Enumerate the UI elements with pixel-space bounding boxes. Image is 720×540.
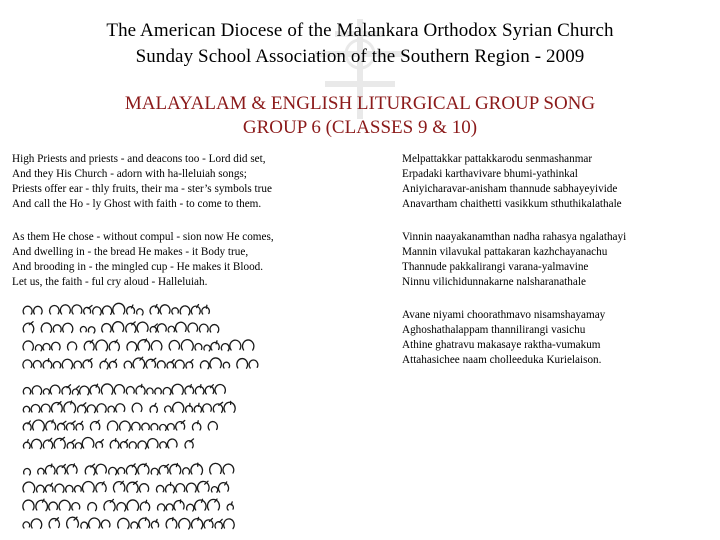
verse-line: Aghoshathalappam thannilirangi vasichu — [402, 324, 586, 336]
group-title: GROUP 6 (CLASSES 9 & 10) — [242, 117, 478, 138]
header-line-2: Sunday School Association of the Southern Region - 2009 — [135, 46, 585, 67]
malayalam-script-line — [23, 322, 219, 333]
malayalam-script-line — [23, 339, 254, 351]
verse-line: Mannin vilavukal pattakaran kazhchayanachu — [402, 246, 608, 258]
transliteration-verse-3 — [402, 308, 605, 368]
verse-line: Attahasichee naam cholleeduka Kurielaison. — [402, 354, 602, 366]
malayalam-script-line — [24, 463, 234, 475]
header-line-1: The American Diocese of the Malankara Orthodox Syrian Church — [106, 20, 614, 41]
malayalam-script-line — [23, 303, 209, 315]
verse-line: Let us, the faith - ful cry aloud - Halleluiah. — [12, 276, 208, 288]
malayalam-script-line — [23, 401, 235, 413]
verse-line: Priests offer ear - thly fruits, their ma - ster’s symbols true — [12, 183, 272, 195]
verse-line: As them He chose - without compul - sion now He comes, — [12, 231, 274, 243]
malayalam-script-line — [23, 357, 258, 369]
malayalam-script-line — [23, 499, 233, 511]
malayalam-script-line — [23, 384, 225, 395]
malayalam-script-line — [23, 517, 234, 529]
verse-line: And call the Ho - ly Ghost with faith - to come to them. — [12, 198, 262, 210]
verse-line: Anavartham chaithetti vasikkum sthuthikalathale — [402, 198, 622, 210]
malayalam-script-line — [23, 481, 229, 493]
malayalam-script-line — [23, 437, 193, 448]
page-header — [0, 18, 720, 70]
song-title: MALAYALAM & ENGLISH LITURGICAL GROUP SONG — [124, 93, 596, 114]
verse-line: Thannude pakkalirangi varana-yalmavine — [402, 261, 589, 273]
verse-line: Ninnu vilichidunnakarne nalsharanathale — [402, 276, 586, 288]
transliteration-verse-2 — [402, 230, 626, 290]
verse-line: High Priests and priests - and deacons too - Lord did set, — [12, 153, 266, 165]
verse-line: And dwelling in - the bread He makes - it Body true, — [12, 246, 249, 258]
malayalam-script-image — [20, 300, 325, 535]
verse-line: Athine ghatravu makasaye raktha-vumakum — [402, 339, 601, 351]
verse-line: Avane niyami choorathmavo nisamshayamay — [402, 309, 606, 321]
verse-line: Aniyicharavar-anisham thannude sabhayeyivide — [402, 183, 618, 195]
english-verse-1 — [12, 152, 272, 212]
malayalam-script-line — [23, 420, 217, 431]
verse-line: And brooding in - the mingled cup - He makes it Blood. — [12, 261, 264, 273]
verse-line: Erpadaki karthavivare bhumi-yathinkal — [402, 168, 578, 180]
verse-line: And they His Church - adorn with ha-lleluiah songs; — [12, 168, 247, 180]
verse-line: Vinnin naayakanamthan nadha rahasya ngalathayi — [402, 231, 627, 243]
english-verse-2 — [12, 230, 274, 290]
verse-line: Melpattakkar pattakkarodu senmashanmar — [402, 153, 593, 165]
transliteration-verse-1 — [402, 152, 622, 212]
